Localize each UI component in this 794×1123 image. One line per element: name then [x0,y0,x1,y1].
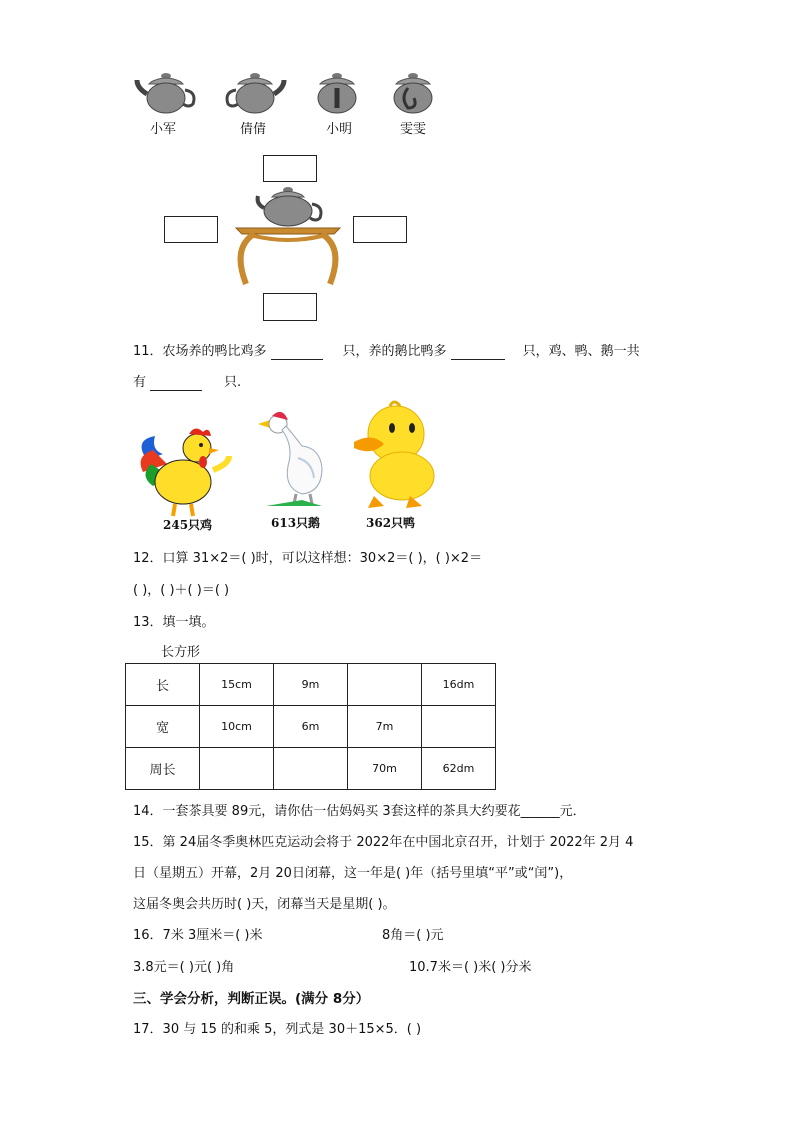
question-16-line1b: 8角＝( )元 [382,928,444,943]
rooster-icon [133,420,237,518]
table-cell[interactable] [200,748,274,790]
blank[interactable] [150,375,202,391]
table-cell: 62dm [422,748,496,790]
teapot-icon [133,68,199,116]
row-header: 长 [126,664,200,706]
table-cell[interactable] [274,748,348,790]
table-cell: 6m [274,706,348,748]
question-16-line2b: 10.7米＝( )米( )分米 [409,960,532,975]
question-13-title: 13．填一填。 [133,615,215,630]
table-caption: 长方形 [161,645,201,660]
table-cell[interactable] [348,664,422,706]
duckling-icon [350,398,440,512]
question-16-line1a: 16．7米 3厘米＝( )米 [133,928,263,943]
question-15-line2: 日（星期五）开幕，2月 20日闭幕，这一年是( )年（括号里填“平”或“闰”)， [133,866,573,881]
teapot-icon [314,68,360,116]
goose-icon [252,406,332,510]
animal-count-label: 613只鹅 [271,516,321,530]
table-cell: 10cm [200,706,274,748]
table-row [126,706,496,748]
table-cell: 7m [348,706,422,748]
table-cell: 70m [348,748,422,790]
question-15-line3: 这届冬奥会共历时( )天，闭幕当天是星期( )。 [133,897,396,912]
table-row [126,664,496,706]
table-cell: 16dm [422,664,496,706]
teapot-label: 倩倩 [239,122,266,137]
table-row [126,748,496,790]
blank[interactable] [271,344,323,360]
question-16-line2a: 3.8元＝( )元( )角 [133,960,235,975]
animal-count-label: 245只鸡 [163,518,213,532]
table-cell[interactable] [422,706,496,748]
answer-box-left[interactable] [164,216,218,243]
question-17: 17．30 与 15 的和乘 5，列式是 30＋15×5．( ) [133,1022,422,1037]
table-icon [232,186,344,288]
question-11-line1: 11．农场养的鸭比鸡多 只，养的鹅比鸭多 只，鸡、鸭、鹅一共 [133,344,640,359]
teapot-icon [222,68,288,116]
table-cell: 9m [274,664,348,706]
animal-count-label: 362只鸭 [366,516,416,530]
rectangle-table [125,663,496,790]
row-header: 宽 [126,706,200,748]
answer-box-right[interactable] [353,216,407,243]
row-header: 周长 [126,748,200,790]
answer-box-top[interactable] [263,155,317,182]
question-14: 14．一套茶具要 89元，请你估一估妈妈买 3套这样的茶具大约要花______元． [133,804,586,819]
question-12-line1: 12．口算 31×2＝( )时，可以这样想：30×2＝( )，( )×2＝ [133,551,483,566]
teapot-label: 小军 [149,122,176,137]
teapot-label: 小明 [325,122,352,137]
table-cell: 15cm [200,664,274,706]
answer-box-bottom[interactable] [263,293,317,321]
blank[interactable] [451,344,505,360]
question-15-line1: 15．第 24届冬季奥林匹克运动会将于 2022年在中国北京召开，计划于 2022年 2月 4 [133,835,634,850]
teapot-icon [390,68,436,116]
question-11-line2: 有 只. [133,375,242,390]
question-12-line2: ( )，( )＋( )＝( ) [133,583,230,598]
teapot-label: 雯雯 [399,122,426,137]
section-heading: 三、学会分析，判断正误。(满分 8分） [133,991,370,1007]
